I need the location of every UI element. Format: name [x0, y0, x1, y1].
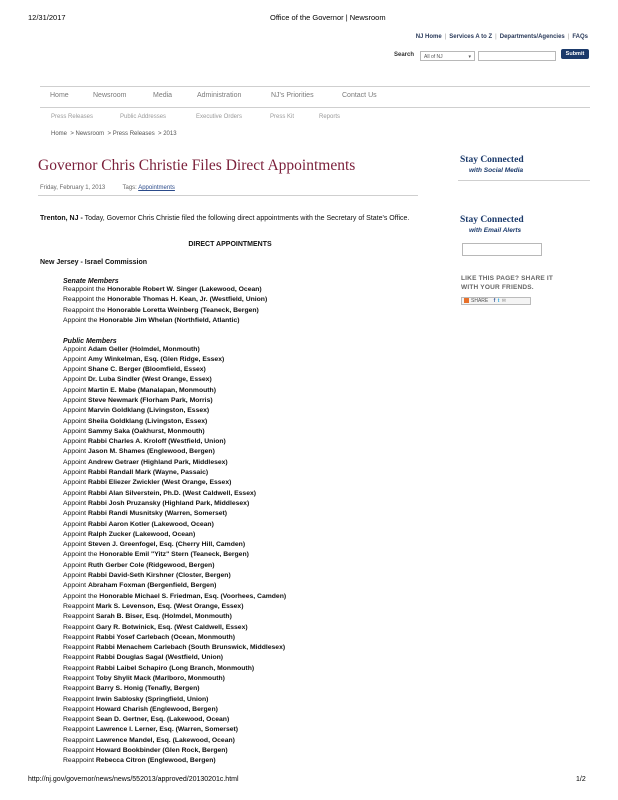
public-member-row — [63, 437, 286, 447]
appointee-name: Mark S. Levenson, Esq. (West Orange, Essex) — [95, 602, 244, 610]
appointee-name: Steven J. Greenfogel, Esq. (Cherry Hill, Camden) — [87, 541, 246, 549]
appointee-name: Honorable Robert W. Singer (Lakewood, Ocean) — [107, 286, 262, 293]
public-member-row — [63, 447, 286, 457]
public-member-row — [63, 386, 286, 396]
appointment-verb: Appoint — [63, 530, 87, 538]
appointment-verb: Appoint the — [63, 592, 98, 600]
appointment-verb: Appoint — [63, 407, 87, 415]
appointment-verb: Reappoint — [63, 726, 94, 734]
share-icon — [464, 298, 469, 303]
appointee-name: Honorable Loretta Weinberg (Teaneck, Bergen) — [107, 306, 259, 314]
appointee-name: Dr. Luba Sindler (West Orange, Essex) — [87, 376, 212, 384]
public-member-row — [63, 550, 286, 560]
appointment-verb: Reappoint — [63, 757, 94, 765]
public-member-row — [63, 715, 286, 725]
public-member-row — [63, 695, 286, 705]
public-member-row — [63, 417, 286, 427]
article-date: Friday, February 1, 2013 — [40, 185, 106, 191]
appointee-name: Marvin Goldklang (Livingston, Essex) — [87, 407, 210, 415]
tag-appointments-link[interactable]: Appointments — [138, 185, 175, 191]
stay-connected-social-heading: Stay Connected — [460, 155, 524, 165]
senate-member-row — [63, 285, 267, 295]
public-member-row — [63, 520, 286, 530]
print-title: Office of the Governor | Newsroom — [270, 13, 386, 22]
public-member-row — [63, 345, 286, 355]
subnav-press-kit[interactable]: Press Kit — [270, 114, 295, 120]
appointment-verb: Reappoint — [63, 654, 94, 662]
appointee-name: Rabbi David-Seth Kirshner (Closter, Bergen) — [87, 572, 231, 580]
top-link[interactable]: Departments/Agencies — [499, 34, 565, 40]
appointee-name: Gary R. Botwinick, Esq. (West Caldwell, Essex) — [95, 623, 248, 631]
public-members-list — [63, 345, 286, 767]
email-icon: ✉ — [501, 298, 506, 304]
appointee-name: Andrew Getraer (Highland Park, Middlesex) — [87, 458, 228, 466]
page-title: Governor Chris Christie Files Direct Appointments — [38, 157, 356, 174]
public-member-row — [63, 509, 286, 519]
appointment-verb: Reappoint — [63, 644, 94, 652]
public-member-row — [63, 489, 286, 499]
share-button[interactable] — [461, 297, 531, 305]
search-input[interactable] — [478, 51, 556, 61]
senate-member-row — [63, 316, 267, 326]
appointment-verb: Reappoint — [63, 685, 94, 693]
nav-priorities[interactable]: NJ's Priorities — [271, 92, 314, 99]
public-member-row — [63, 602, 286, 612]
appointee-name: Sheila Goldklang (Livingston, Essex) — [87, 417, 208, 425]
appointee-name: Howard Charish (Englewood, Bergen) — [95, 705, 218, 713]
appointment-verb: Reappoint — [63, 623, 94, 631]
appointee-name: Rabbi Charles A. Kroloff (Westfield, Union) — [87, 438, 226, 446]
appointment-verb: Reappoint — [63, 633, 94, 641]
public-member-row — [63, 530, 286, 540]
appointee-name: Abraham Foxman (Bergenfield, Bergen) — [87, 582, 217, 590]
appointment-verb: Reappoint — [63, 664, 94, 672]
share-prompt: LIKE THIS PAGE? SHARE IT WITH YOUR FRIENDS. — [461, 275, 554, 291]
public-member-row — [63, 561, 286, 571]
link-separator: | — [567, 34, 570, 40]
article-intro — [40, 214, 410, 223]
appointee-name: Ralph Zucker (Lakewood, Ocean) — [87, 530, 196, 538]
email-alerts-subheading: with Email Alerts — [469, 227, 522, 234]
top-links — [416, 34, 588, 40]
search-scope-select[interactable] — [420, 51, 475, 61]
appointee-name: Rabbi Menachem Carlebach (South Brunswick, Middlesex) — [95, 644, 286, 652]
public-member-row — [63, 643, 286, 653]
senate-member-row — [63, 306, 267, 316]
appointment-verb: Reappoint — [63, 675, 94, 682]
senate-members-list — [63, 285, 267, 326]
twitter-icon: t — [497, 298, 500, 304]
appointee-name: Rabbi Randi Musnitsky (Warren, Somerset) — [87, 510, 228, 518]
public-member-row — [63, 705, 286, 715]
tags-label: Tags: — [122, 185, 137, 191]
appointee-name: Lawrence Mandel, Esq. (Lakewood, Ocean) — [95, 736, 235, 744]
appointment-verb: Reappoint — [63, 602, 94, 610]
print-date: 12/31/2017 — [28, 13, 66, 22]
link-separator: | — [444, 34, 447, 40]
appointee-name: Honorable Emil "Yitz" Stern (Teaneck, Bergen) — [99, 551, 249, 559]
appointment-verb: Appoint — [63, 386, 87, 394]
appointment-verb: Appoint — [63, 366, 87, 374]
nav-administration[interactable]: Administration — [197, 92, 242, 99]
appointee-name: Honorable Thomas H. Kean, Jr. (Westfield, Union) — [107, 296, 268, 304]
appointee-name: Ruth Gerber Cole (Ridgewood, Bergen) — [87, 561, 215, 569]
breadcrumb[interactable]: Home > Newsroom > Press Releases > 2013 — [51, 131, 177, 137]
appointment-verb: Appoint — [63, 438, 87, 446]
page-number: 1/2 — [576, 776, 586, 783]
appointee-name: Rabbi Josh Pruzansky (Highland Park, Middlesex) — [87, 499, 250, 507]
appointee-name: Rabbi Aaron Kotler (Lakewood, Ocean) — [87, 520, 214, 528]
link-separator: | — [495, 34, 497, 40]
appointee-name: Sammy Saka (Oakhurst, Monmouth) — [87, 427, 205, 435]
subnav-executive-orders[interactable]: Executive Orders — [196, 114, 243, 120]
public-member-row — [63, 674, 286, 684]
public-member-row — [63, 746, 286, 756]
article-meta — [40, 185, 175, 191]
appointment-verb: Appoint — [63, 572, 87, 580]
appointee-name: Honorable Jim Whelan (Northfield, Atlantic) — [99, 316, 240, 324]
public-member-row — [63, 427, 286, 437]
senate-member-row — [63, 295, 267, 305]
public-member-row — [63, 736, 286, 746]
public-member-row — [63, 396, 286, 406]
appointment-verb: Reappoint — [63, 736, 94, 744]
appointee-name: Rabbi Douglas Sagal (Westfield, Union) — [95, 654, 224, 662]
social-media-subheading: with Social Media — [469, 167, 524, 174]
public-member-row — [63, 365, 286, 375]
appointee-name: Jason M. Shames (Englewood, Bergen) — [87, 448, 215, 456]
appointment-verb: Appoint — [63, 427, 87, 435]
search-submit-button[interactable]: Submit — [561, 49, 589, 59]
appointment-verb: Appoint — [63, 469, 87, 477]
public-member-row — [63, 406, 286, 416]
appointment-verb: Appoint — [63, 582, 87, 590]
footer-url[interactable]: http://nj.gov/governor/news/news/552013/approved/20130201c.html — [28, 776, 239, 783]
appointee-name: Sean D. Gertner, Esq. (Lakewood, Ocean) — [95, 716, 230, 724]
public-member-row — [63, 684, 286, 694]
intro-text: Today, Governor Chris Christie filed the following direct appointments with the Secretary of State's Office. — [82, 215, 410, 222]
top-link[interactable]: NJ Home — [415, 34, 442, 40]
public-member-row — [63, 633, 286, 643]
appointment-verb: Appoint — [63, 345, 87, 353]
nav-newsroom[interactable]: Newsroom — [93, 92, 127, 99]
appointee-name: Shane C. Berger (Bloomfield, Essex) — [87, 366, 206, 374]
public-member-row — [63, 458, 286, 468]
appointee-name: Rabbi Yosef Carlebach (Ocean, Monmouth) — [95, 633, 235, 641]
appointment-verb: Appoint — [63, 458, 87, 466]
public-members-heading: Public Members — [63, 338, 117, 345]
appointee-name: Steve Newmark (Florham Park, Morris) — [87, 396, 213, 404]
appointment-verb: Appoint — [63, 448, 87, 456]
public-member-row — [63, 540, 286, 550]
public-member-row — [63, 499, 286, 509]
appointee-name: Rabbi Randall Mark (Wayne, Passaic) — [87, 469, 209, 477]
public-member-row — [63, 756, 286, 766]
search-scope-value: All of NJ — [424, 54, 443, 60]
nav-contact-us[interactable]: Contact Us — [342, 92, 377, 99]
appointment-verb: Reappoint the — [63, 306, 106, 314]
public-member-row — [63, 581, 286, 591]
appointment-verb: Reappoint — [63, 695, 94, 703]
appointment-verb: Reappoint the — [63, 286, 106, 293]
appointment-verb: Appoint the — [63, 551, 98, 559]
public-member-row — [63, 592, 286, 602]
appointee-name: Rabbi Alan Silverstein, Ph.D. (West Caldwell, Essex) — [87, 489, 257, 497]
subnav-reports[interactable]: Reports — [319, 114, 341, 120]
public-member-row — [63, 571, 286, 581]
public-member-row — [63, 355, 286, 365]
appointment-verb: Appoint — [63, 520, 87, 528]
appointee-name: Lawrence I. Lerner, Esq. (Warren, Somerset) — [95, 726, 239, 734]
nav-media[interactable]: Media — [153, 92, 173, 99]
appointment-verb: Appoint — [63, 489, 87, 497]
senate-members-heading: Senate Members — [63, 278, 119, 285]
public-member-row — [63, 623, 286, 633]
appointment-verb: Reappoint — [63, 747, 94, 755]
nav-home[interactable]: Home — [50, 92, 69, 99]
commission-heading: New Jersey - Israel Commission — [40, 259, 147, 266]
public-member-row — [63, 375, 286, 385]
chevron-down-icon: ▾ — [468, 54, 471, 60]
dateline: Trenton, NJ - — [40, 215, 83, 222]
title-divider — [38, 195, 418, 196]
appointee-name: Sarah B. Biser, Esq. (Holmdel, Monmouth) — [95, 613, 232, 621]
appointment-verb: Appoint — [63, 355, 87, 363]
public-member-row — [63, 478, 286, 488]
public-member-row — [63, 664, 286, 674]
public-member-row — [63, 468, 286, 478]
sidebar-divider — [458, 180, 590, 181]
appointment-verb: Appoint — [63, 396, 87, 404]
appointment-verb: Appoint — [63, 510, 87, 518]
appointee-name: Amy Winkelman, Esq. (Glen Ridge, Essex) — [87, 355, 225, 363]
appointment-verb: Reappoint — [63, 716, 94, 724]
appointment-verb: Appoint the — [63, 316, 98, 324]
public-member-row — [63, 653, 286, 663]
search-label: Search — [394, 52, 415, 58]
appointment-verb: Appoint — [63, 376, 87, 384]
appointee-name: Toby Shylit Mack (Marlboro, Monmouth) — [95, 675, 225, 682]
appointment-verb: Appoint — [63, 417, 87, 425]
stay-connected-email-heading: Stay Connected — [460, 215, 524, 225]
top-link[interactable]: FAQs — [572, 34, 588, 40]
appointment-verb: Appoint — [63, 479, 87, 487]
subnav-press-releases[interactable]: Press Releases — [51, 114, 94, 120]
appointment-verb: Appoint — [63, 561, 87, 569]
appointee-name: Honorable Michael S. Friedman, Esq. (Voorhees, Camden) — [99, 592, 287, 600]
appointment-verb: Reappoint the — [63, 296, 106, 304]
appointment-verb: Reappoint — [63, 705, 94, 713]
email-alert-input[interactable] — [462, 243, 542, 256]
appointment-verb: Reappoint — [63, 613, 94, 621]
facebook-icon: f — [493, 298, 496, 304]
appointee-name: Irwin Sablosky (Springfield, Union) — [95, 695, 209, 703]
top-link[interactable]: Services A to Z — [449, 34, 493, 40]
public-member-row — [63, 612, 286, 622]
appointment-verb: Appoint — [63, 499, 87, 507]
appointee-name: Adam Geller (Holmdel, Monmouth) — [87, 345, 200, 353]
appointee-name: Rebecca Citron (Englewood, Bergen) — [95, 757, 216, 765]
direct-appointments-heading: DIRECT APPOINTMENTS — [188, 241, 272, 248]
appointee-name: Rabbi Laibel Schapiro (Long Branch, Monmouth) — [95, 664, 255, 672]
appointee-name: Barry S. Honig (Tenafly, Bergen) — [95, 685, 200, 693]
share-label: SHARE — [471, 298, 489, 304]
appointee-name: Rabbi Eliezer Zwickler (West Orange, Essex) — [87, 479, 232, 487]
subnav-public-addresses[interactable]: Public Addresses — [120, 114, 167, 120]
appointee-name: Howard Bookbinder (Glen Rock, Bergen) — [95, 747, 228, 755]
appointment-verb: Appoint — [63, 541, 87, 549]
appointee-name: Martin E. Mabe (Manalapan, Monmouth) — [87, 386, 216, 394]
public-member-row — [63, 725, 286, 735]
